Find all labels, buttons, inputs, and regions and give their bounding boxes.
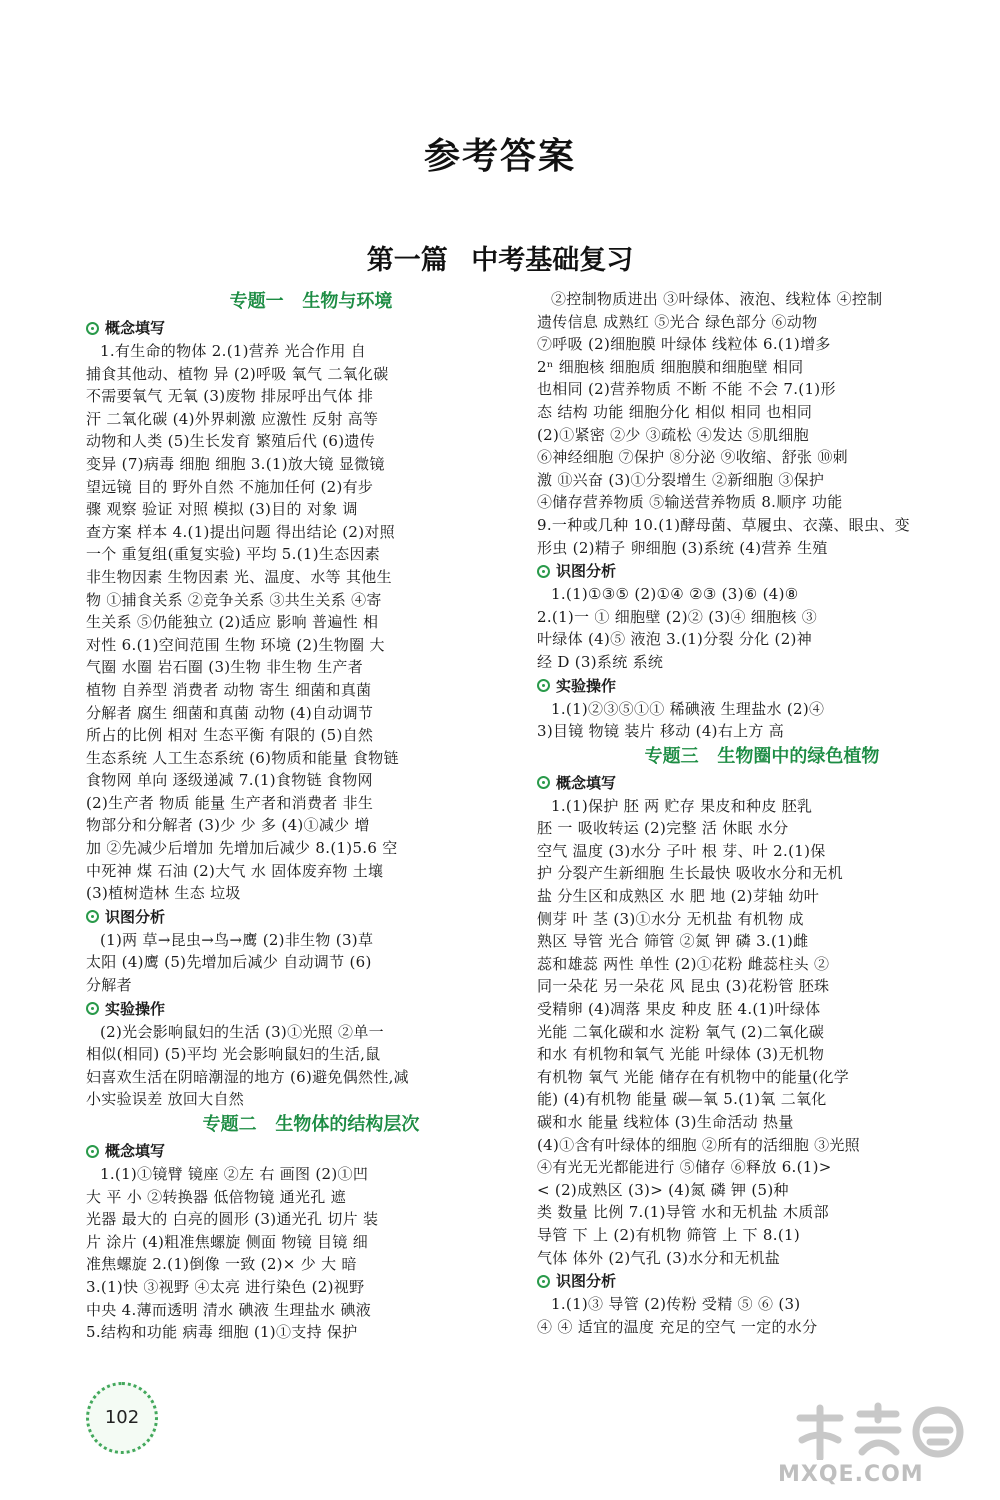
answer-line: ②控制物质进出 ③叶绿体、液泡、线粒体 ④控制	[551, 290, 883, 308]
answer-line: 胚 一 吸收转运 (2)完整 活 休眠 水分	[537, 819, 789, 838]
section-heading: 概念填写	[86, 316, 536, 340]
answer-line: 太阳 (4)鹰 (5)先增加后减少 自动调节 (6)	[86, 953, 372, 972]
answer-line: 1.(1)①镜臂 镜座 ②左 右 画图 (2)①凹	[100, 1165, 369, 1183]
answer-line: 1.(1)②③⑤①① 稀碘液 生理盐水 (2)④	[551, 699, 825, 718]
section-bullet-icon	[537, 679, 550, 692]
answer-block	[86, 340, 536, 905]
answer-line: 导管 下 上 (2)有机物 筛管 上 下 8.(1)	[537, 1225, 800, 1244]
answer-line: 不需要氧气 无氧 (3)废物 排尿呼出气体 排	[86, 387, 374, 406]
answer-line: 空气 温度 (3)水分 子叶 根 芽、叶 2.(1)保	[537, 841, 826, 860]
answer-line: 光器 最大的 白亮的圆形 (3)通光孔 切片 装	[86, 1210, 379, 1229]
answer-line: 护 分裂产生新细胞 生长最快 吸收水分和无机	[537, 864, 843, 883]
answer-block	[86, 929, 536, 997]
answer-line: 同一朵花 另一朵花 风 昆虫 (3)花粉管 胚珠	[537, 977, 830, 996]
answer-line: 能) (4)有机物 能量 碳—氧 5.(1)氧 二氧化	[537, 1090, 827, 1109]
answer-line: 3.(1)快 ③视野 ④太亮 进行染色 (2)视野	[86, 1277, 365, 1296]
answer-block	[86, 1021, 536, 1111]
topic-title: 专题二 生物体的结构层次	[202, 1114, 420, 1135]
page-number: 102	[104, 1407, 140, 1428]
answer-line: 片 涂片 (4)粗准焦螺旋 侧面 物镜 目镜 细	[86, 1232, 369, 1251]
answer-line: 查方案 样本 4.(1)提出问题 得出结论 (2)对照	[86, 522, 395, 541]
answer-line: 也相同 (2)营养物质 不断 不能 不会 7.(1)形	[537, 380, 836, 399]
section-bullet-icon	[86, 1145, 99, 1158]
answer-line: 5.结构和功能 病毒 细胞 (1)①支持 保护	[86, 1323, 358, 1342]
answer-line: 大 平 小 ②转换器 低倍物镜 通光孔 遮	[86, 1187, 346, 1206]
answer-line: (4)①含有叶绿体的细胞 ②所有的活细胞 ③光照	[537, 1135, 860, 1154]
answer-line: 一个 重复组(重复实验) 平均 5.(1)生态因素	[86, 545, 381, 564]
left-column	[86, 288, 536, 1344]
answer-line: 食物网 单向 逐级递减 7.(1)食物链 食物网	[86, 771, 373, 790]
page-title: 参考答案	[423, 136, 576, 177]
section-bullet-icon	[537, 776, 550, 789]
answer-line: 加 ②先减少后增加 先增加后减少 8.(1)5.6 空	[86, 839, 398, 858]
answer-line: ④有光无光都能进行 ⑤储存 ⑥释放 6.(1)>	[537, 1158, 832, 1177]
answer-line: ④储存营养物质 ⑤输送营养物质 8.顺序 功能	[537, 493, 843, 512]
section-heading: 识图分析	[537, 1269, 987, 1293]
answer-line: 汗 二氧化碳 (4)外界刺激 应激性 反射 高等	[86, 409, 379, 428]
answer-line: 形虫 (2)精子 卵细胞 (3)系统 (4)营养 生殖	[537, 538, 828, 557]
answer-block	[86, 1163, 536, 1344]
section-bullet-icon	[537, 565, 550, 578]
answer-line: 分解者	[86, 976, 132, 995]
answer-line: 中死神 煤 石油 (2)大气 水 固体废弃物 土壤	[86, 861, 384, 880]
answer-block	[537, 583, 987, 673]
answer-line: 分解者 腐生 细菌和真菌 动物 (4)自动调节	[86, 703, 374, 722]
answer-line: 有机物 氧气 光能 储存在有机物中的能量(化学	[537, 1067, 850, 1086]
answer-line: 植物 自养型 消费者 动物 寄生 细菌和真菌	[86, 680, 372, 699]
answer-line: (3)植树造林 生态 垃圾	[86, 884, 241, 903]
answer-line: 动物和人类 (5)生长发育 繁殖后代 (6)遗传	[86, 432, 376, 451]
answer-line: 小实验误差 放回大自然	[86, 1090, 245, 1109]
answer-line: 1.(1)①③⑤ (2)①④ ②③ (3)⑥ (4)⑧	[551, 585, 799, 604]
answer-line: 望远镜 目的 野外自然 不施加任何 (2)有步	[86, 477, 374, 496]
answer-line: 盐 分生区和成熟区 水 肥 地 (2)芽轴 幼叶	[537, 887, 820, 906]
answer-line: 光能 二氧化碳和水 淀粉 氧气 (2)二氧化碳	[537, 1022, 825, 1041]
section-bullet-icon	[86, 1002, 99, 1015]
answer-block	[537, 1293, 987, 1338]
answer-line: < (2)成熟区 (3)> (4)氮 磷 钾 (5)种	[537, 1180, 789, 1199]
topic-title: 专题三 生物圈中的绿色植物	[644, 745, 880, 767]
answer-line: 激 ⑪兴奋 (3)①分裂增生 ②新细胞 ③保护	[537, 470, 825, 489]
section-heading: 识图分析	[537, 559, 987, 583]
section-bullet-icon	[86, 322, 99, 335]
watermark-logo-icon	[790, 1400, 970, 1460]
answer-line: 变异 (7)病毒 细胞 细胞 3.(1)放大镜 显微镜	[86, 454, 385, 473]
answer-line: 类 数量 比例 7.(1)导管 水和无机盐 木质部	[537, 1203, 829, 1222]
answer-line: 妇喜欢生活在阴暗潮湿的地方 (6)避免偶然性,减	[86, 1067, 409, 1086]
answer-line: 捕食其他动、植物 异 (2)呼吸 氧气 二氧化碳	[86, 364, 389, 383]
answer-line: (1)两 草→昆虫→鸟→鹰 (2)非生物 (3)草	[100, 930, 374, 949]
section-heading: 概念填写	[86, 1139, 536, 1163]
answer-line: 相似(相同) (5)平均 光会影响鼠妇的生活,鼠	[86, 1045, 381, 1064]
answer-line: 准焦螺旋 2.(1)倒像 一致 (2)× 少 大 暗	[86, 1255, 357, 1274]
answer-line: (2)①紧密 ②少 ③疏松 ④发达 ⑤肌细胞	[537, 425, 809, 444]
answer-line: 受精卵 (4)凋落 果皮 种皮 胚 4.(1)叶绿体	[537, 1000, 821, 1019]
topic-title: 专题一 生物与环境	[229, 291, 393, 312]
section-heading: 实验操作	[537, 674, 987, 698]
watermark-url: MXQE.COM	[778, 1462, 924, 1487]
answer-line: 中央 4.薄而透明 清水 碘液 生理盐水 碘液	[86, 1300, 372, 1319]
answer-line: 1.(1)③ 导管 (2)传粉 受精 ⑤ ⑥ (3)	[551, 1295, 801, 1314]
answer-line: 生态系统 人工生态系统 (6)物质和能量 食物链	[86, 748, 399, 767]
answer-line: 经 D (3)系统 系统	[537, 652, 664, 671]
answer-line: 态 结构 功能 细胞分化 相似 相同 也相同	[537, 402, 813, 421]
answer-line: 2.(1)一 ① 细胞壁 (2)② (3)④ 细胞核 ③	[537, 607, 818, 626]
answer-line: (2)生产者 物质 能量 生产者和消费者 非生	[86, 793, 374, 812]
answer-line: 物部分和分解者 (3)少 少 多 (4)①减少 增	[86, 816, 370, 835]
answer-line: 气体 体外 (2)气孔 (3)水分和无机盐	[537, 1248, 781, 1267]
section-heading: 概念填写	[537, 771, 987, 795]
answer-line: 侧芽 叶 茎 (3)①水分 无机盐 有机物 成	[537, 909, 804, 928]
section-bullet-icon	[86, 910, 99, 923]
answer-line: ④ ④ 适宜的温度 充足的空气 一定的水分	[537, 1317, 818, 1336]
answer-line: 3)目镜 物镜 装片 移动 (4)右上方 高	[537, 722, 785, 741]
answer-block	[537, 795, 987, 1269]
answer-line: 熟区 导管 光合 筛管 ②氮 钾 磷 3.(1)雌	[537, 932, 809, 951]
answer-line: ⑥神经细胞 ⑦保护 ⑧分泌 ⑨收缩、舒张 ⑩刺	[537, 448, 848, 467]
answer-line: 骤 观察 验证 对照 模拟 (3)目的 对象 调	[86, 500, 358, 519]
answer-line: 2ⁿ 细胞核 细胞质 细胞膜和细胞壁 相同	[537, 357, 804, 376]
answer-block	[537, 698, 987, 743]
answer-line: 气圈 水圈 岩石圈 (3)生物 非生物 生产者	[86, 658, 363, 677]
answer-line: 所占的比例 相对 生态平衡 有限的 (5)自然	[86, 726, 374, 745]
answer-line: 1.有生命的物体 2.(1)营养 光合作用 自	[100, 342, 367, 360]
answer-line: 遗传信息 成熟红 ⑤光合 绿色部分 ⑥动物	[537, 312, 818, 331]
section-bullet-icon	[537, 1275, 550, 1288]
answer-block	[537, 288, 987, 559]
answer-line: 叶绿体 (4)⑤ 液泡 3.(1)分裂 分化 (2)神	[537, 630, 812, 649]
answer-line: 碳和水 能量 线粒体 (3)生命活动 热量	[537, 1113, 794, 1131]
answer-line: 和水 有机物和氧气 光能 叶绿体 (3)无机物	[537, 1045, 825, 1064]
answer-line: 对性 6.(1)空间范围 生物 环境 (2)生物圈 大	[86, 635, 385, 654]
answer-line: (2)光会影响鼠妇的生活 (3)①光照 ②单一	[100, 1022, 384, 1041]
answer-line: 1.(1)保护 胚 两 贮存 果皮和种皮 胚乳	[551, 796, 813, 815]
answer-line: ⑦呼吸 (2)细胞膜 叶绿体 线粒体 6.(1)增多	[537, 335, 831, 354]
right-column	[537, 288, 987, 1338]
answer-line: 非生物因素 生物因素 光、温度、水等 其他生	[86, 567, 392, 586]
answer-line: 生关系 ⑤仍能独立 (2)适应 影响 普遍性 相	[86, 613, 379, 632]
answer-line: 蕊和雄蕊 两性 单性 (2)①花粉 雌蕊柱头 ②	[537, 954, 830, 973]
part-title: 第一篇 中考基础复习	[366, 245, 634, 276]
answer-line: 9.一种或几种 10.(1)酵母菌、草履虫、衣藻、眼虫、变	[537, 515, 910, 534]
answer-line: 物 ①捕食关系 ②竞争关系 ③共生关系 ④寄	[86, 590, 382, 609]
section-heading: 实验操作	[86, 997, 536, 1021]
section-heading: 识图分析	[86, 905, 536, 929]
page-number-badge	[86, 1382, 158, 1454]
